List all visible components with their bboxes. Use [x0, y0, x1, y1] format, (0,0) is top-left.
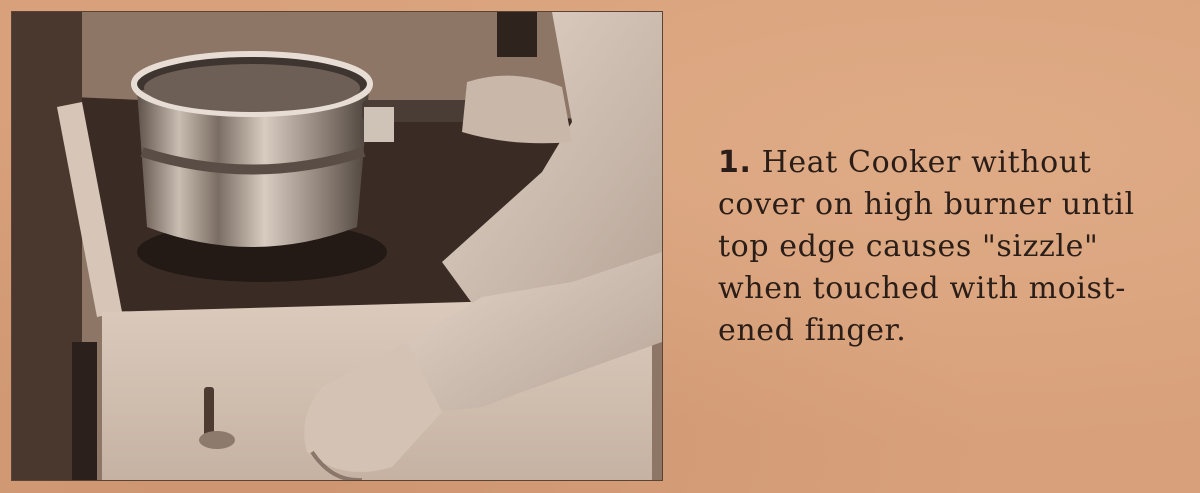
- caption-line-1: [718, 142, 1178, 184]
- caption-line-5: ened finger.: [718, 313, 907, 348]
- stove-knob: [204, 387, 214, 437]
- caption-line-2: cover on high burner until: [718, 187, 1135, 222]
- upper-hand: [462, 76, 572, 144]
- instruction-caption: [718, 142, 1178, 352]
- pot-interior: [144, 64, 360, 112]
- caption-line-1-text: Heat Cooker without: [761, 145, 1092, 180]
- wall-frame: [497, 12, 537, 57]
- step-number: 1.: [718, 145, 752, 180]
- handle-bracket: [364, 107, 394, 142]
- stove-leg: [72, 342, 97, 480]
- instruction-photo: [12, 12, 662, 480]
- photo-illustration: [12, 12, 662, 480]
- stove-knob-base: [199, 431, 235, 449]
- stove-side: [12, 12, 82, 480]
- caption-line-3: top edge causes "sizzle": [718, 229, 1099, 264]
- caption-line-4: when touched with moist-: [718, 271, 1126, 306]
